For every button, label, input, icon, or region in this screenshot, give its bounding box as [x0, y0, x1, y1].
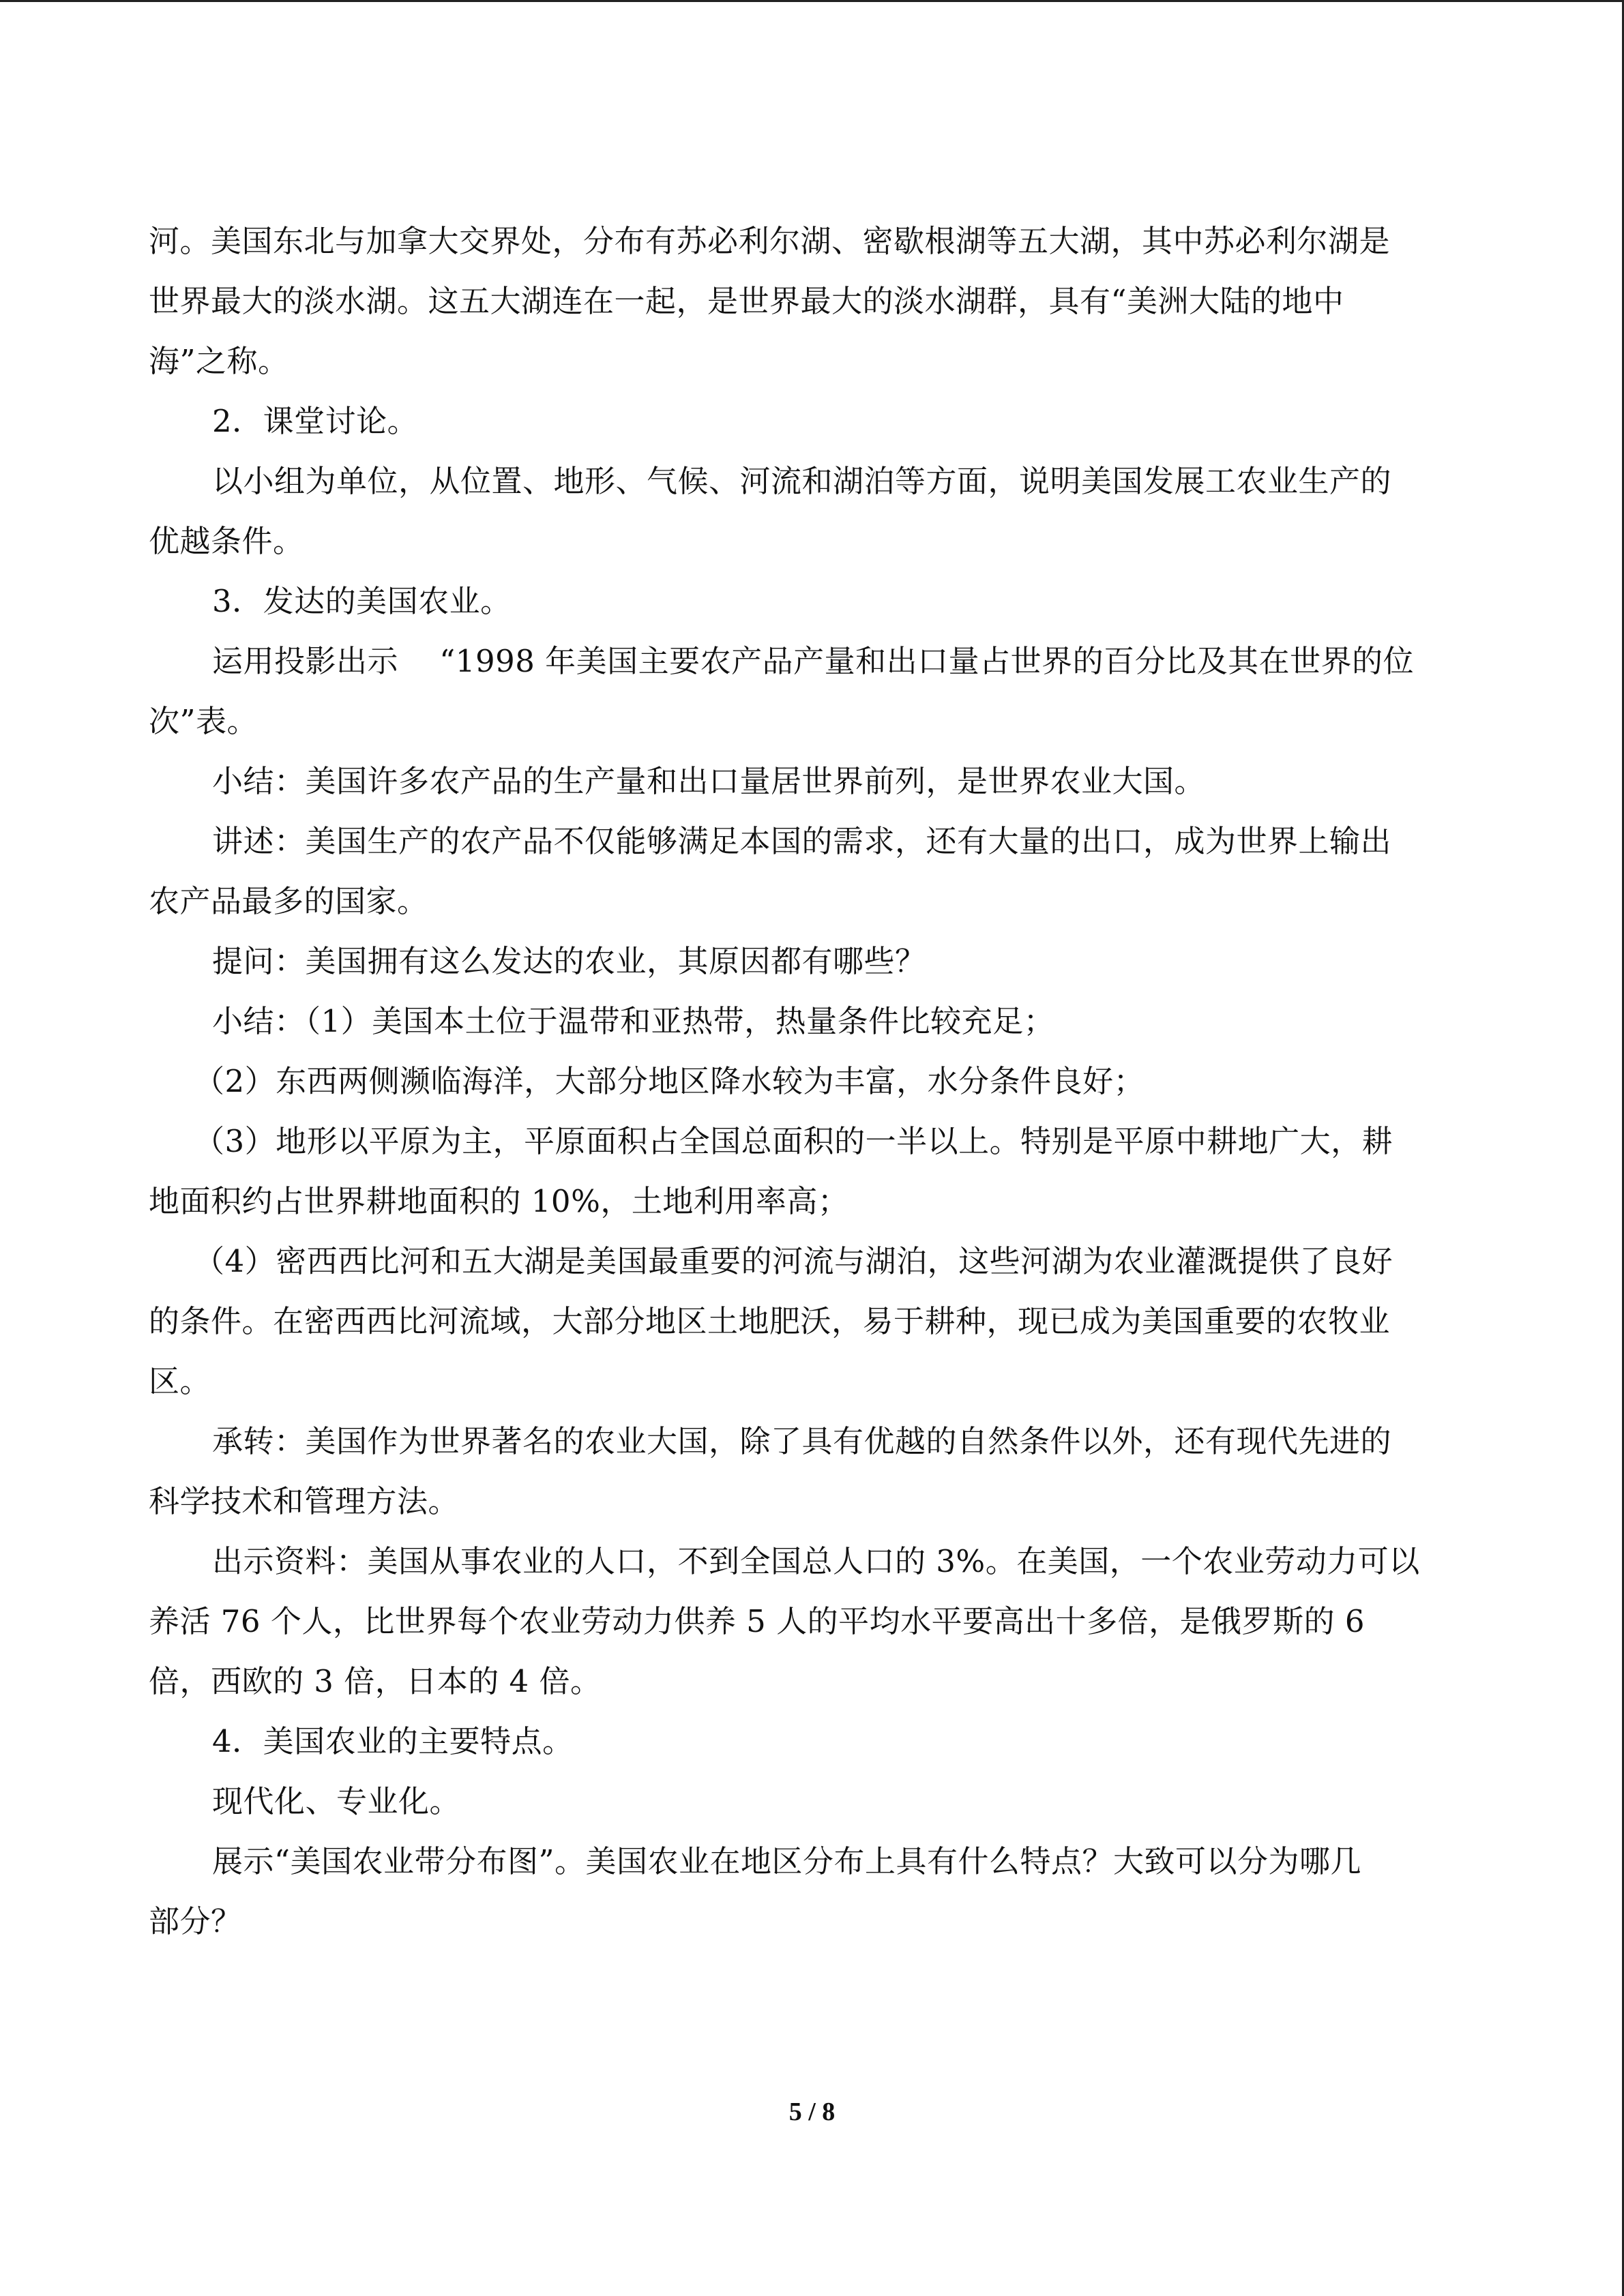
text-line: 区。: [149, 1363, 211, 1399]
text-line: 小结：美国许多农产品的生产量和出口量居世界前列，是世界农业大国。: [212, 763, 1206, 799]
text-line: 现代化、专业化。: [212, 1783, 461, 1819]
text-line: 河。美国东北与加拿大交界处，分布有苏必利尔湖、密歇根湖等五大湖，其中苏必利尔湖是: [149, 223, 1391, 259]
text-line: 承转：美国作为世界著名的农业大国，除了具有优越的自然条件以外，还有现代先进的: [212, 1423, 1392, 1459]
text-line: 地面积约占世界耕地面积的 10%，土地利用率高；: [149, 1183, 849, 1219]
text-line: 科学技术和管理方法。: [149, 1483, 460, 1519]
text-line: 优越条件。: [149, 523, 304, 559]
text-line: 提问：美国拥有这么发达的农业，其原因都有哪些？: [212, 943, 926, 979]
text-line: 部分？: [149, 1903, 242, 1939]
text-line: （2）东西两侧濒临海洋，大部分地区降水较为丰富，水分条件良好；: [194, 1063, 1145, 1099]
page-number: 5 / 8: [788, 2098, 836, 2126]
text-line: 次”表。: [149, 703, 259, 739]
text-line: 农产品最多的国家。: [149, 883, 428, 919]
text-line: （4）密西西比河和五大湖是美国最重要的河流与湖泊，这些河湖为农业灌溉提供了良好: [194, 1243, 1393, 1279]
section-heading: 4．美国农业的主要特点。: [212, 1723, 574, 1759]
text-line: 世界最大的淡水湖。这五大湖连在一起，是世界最大的淡水湖群，具有“美洲大陆的地中: [149, 283, 1344, 319]
text-line: 倍，西欧的 3 倍，日本的 4 倍。: [149, 1663, 602, 1699]
text-line: 运用投影出示 “1998 年美国主要农产品产量和出口量占世界的百分比及其在世界的位: [212, 643, 1415, 679]
text-line: 讲述：美国生产的农产品不仅能够满足本国的需求，还有大量的出口，成为世界上输出: [212, 823, 1392, 859]
text-line: （3）地形以平原为主，平原面积占全国总面积的一半以上。特别是平原中耕地广大，耕: [194, 1123, 1393, 1159]
text-line: 出示资料：美国从事农业的人口，不到全国总人口的 3%。在美国，一个农业劳动力可以: [212, 1543, 1420, 1579]
section-heading: 2．课堂讨论。: [212, 403, 419, 439]
section-heading: 3．发达的美国农业。: [212, 583, 512, 619]
text-line: 小结：（1）美国本土位于温带和亚热带，热量条件比较充足；: [212, 1003, 1055, 1039]
text-line: 养活 76 个人，比世界每个农业劳动力供养 5 人的平均水平要高出十多倍，是俄罗斯的 6: [149, 1603, 1365, 1639]
text-line: 的条件。在密西西比河流域，大部分地区土地肥沃，易于耕种，现已成为美国重要的农牧业: [149, 1303, 1391, 1339]
text-line: 以小组为单位，从位置、地形、气候、河流和湖泊等方面，说明美国发展工农业生产的: [212, 463, 1392, 499]
document-body: [149, 211, 1482, 1952]
text-line: 海”之称。: [149, 343, 289, 379]
text-line: 展示“美国农业带分布图”。美国农业在地区分布上具有什么特点？大致可以分为哪几: [212, 1843, 1362, 1879]
